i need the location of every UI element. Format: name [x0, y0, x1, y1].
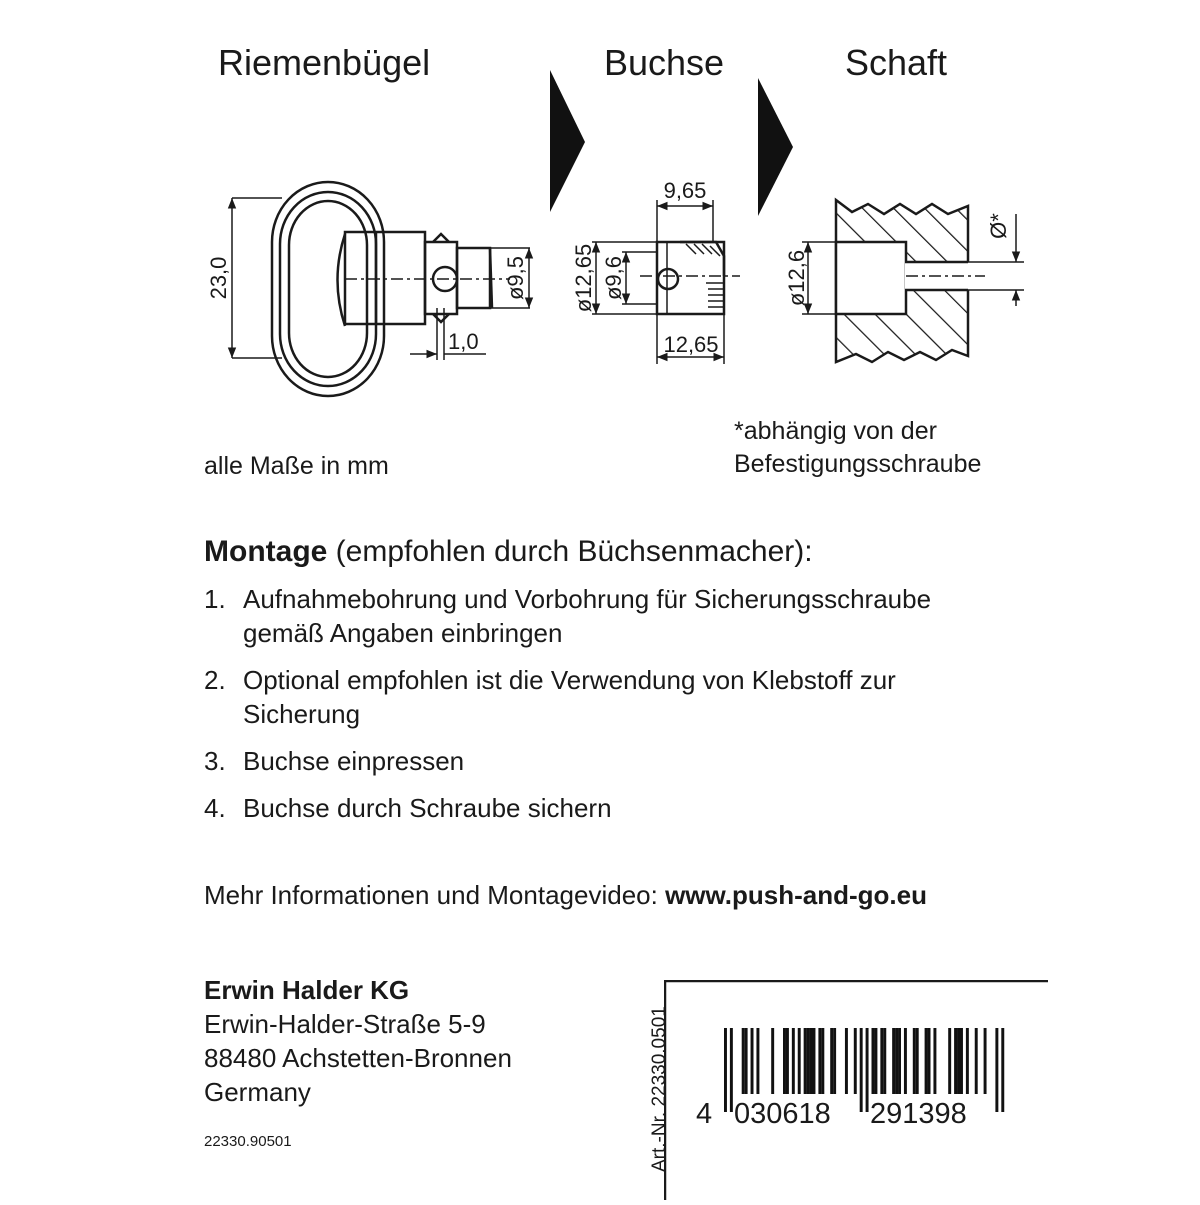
barcode-digits-left: 030618 — [734, 1098, 831, 1130]
barcode-bar — [792, 1028, 795, 1094]
barcode-bar — [830, 1028, 833, 1094]
barcode-bar — [966, 1028, 969, 1094]
barcode-bar — [995, 1028, 998, 1112]
document-number: 22330.90501 — [204, 1133, 292, 1150]
dim-buchse-outer-dia: ø12,65 — [571, 243, 596, 313]
barcode-bar — [898, 1028, 901, 1094]
title-schaft: Schaft — [845, 42, 948, 83]
barcode-bar — [925, 1028, 928, 1094]
barcode-bar — [804, 1028, 807, 1094]
dim-riemen-shaft-dia: ø9,5 — [503, 255, 528, 301]
list-item — [204, 582, 984, 650]
barcode-bar — [948, 1028, 951, 1094]
barcode-bar — [916, 1028, 919, 1094]
title-riemenbuegel: Riemenbügel — [218, 42, 431, 83]
step-number: 1. — [204, 584, 226, 614]
barcode-bar — [751, 1028, 754, 1094]
barcode-bar — [975, 1028, 978, 1094]
list-item — [204, 663, 984, 731]
barcode-bar — [833, 1028, 836, 1094]
footnote-line-2: Befestigungsschraube — [734, 450, 982, 478]
company-address — [204, 973, 512, 1109]
riemenbuegel-drawing — [232, 182, 530, 396]
barcode-bar — [872, 1028, 875, 1094]
barcode-bar — [821, 1028, 824, 1094]
barcode-bar — [960, 1028, 963, 1094]
company-city: 88480 Achstetten-Bronnen — [204, 1043, 512, 1073]
barcode-bar — [883, 1028, 886, 1094]
barcode-bar — [807, 1028, 810, 1094]
dim-schaft-bore-dia: ø12,6 — [784, 249, 809, 307]
info-url[interactable]: www.push-and-go.eu — [665, 880, 927, 910]
barcode-bar — [724, 1028, 727, 1112]
barcode-digits-right: 291398 — [870, 1098, 967, 1130]
barcode-bar — [783, 1028, 786, 1094]
barcode-bar — [928, 1028, 931, 1094]
step-number: 4. — [204, 793, 226, 823]
dim-buchse-inner-dia: ø9,6 — [601, 255, 626, 301]
dim-riemen-height: 23,0 — [206, 256, 231, 300]
barcode-bar — [810, 1028, 813, 1094]
barcode-digit-first: 4 — [696, 1098, 713, 1130]
technical-drawings — [0, 0, 1200, 420]
dim-schaft-screw-dia: Ø* — [986, 213, 1011, 239]
company-street: Erwin-Halder-Straße 5-9 — [204, 1009, 486, 1039]
barcode-bar — [984, 1028, 987, 1094]
barcode-bar — [786, 1028, 789, 1094]
barcode-bar — [798, 1028, 801, 1094]
barcode-bar — [813, 1028, 816, 1094]
units-note: alle Maße in mm — [204, 452, 389, 480]
barcode-bar — [756, 1028, 759, 1094]
step-text: Optional empfohlen ist die Verwendung von Klebstoff zur Sicherung — [243, 665, 896, 729]
barcode-bar — [954, 1028, 957, 1094]
process-arrow-icon — [758, 78, 793, 216]
barcode-bar — [854, 1028, 857, 1094]
barcode-bar — [892, 1028, 895, 1094]
barcode-bar — [880, 1028, 883, 1094]
barcode-bar — [874, 1028, 877, 1094]
barcode-bar — [1001, 1028, 1004, 1112]
dim-riemen-gap: 1,0 — [448, 329, 479, 354]
footnote — [734, 415, 981, 481]
barcode-bar — [860, 1028, 863, 1112]
barcode-bar — [866, 1028, 869, 1112]
barcode-bar — [957, 1028, 960, 1094]
barcode-bar — [845, 1028, 848, 1094]
barcode-bar — [745, 1028, 748, 1094]
footnote-line-1: *abhängig von der — [734, 417, 937, 445]
title-buchse: Buchse — [604, 42, 725, 83]
dim-buchse-width-bottom: 12,65 — [663, 332, 719, 357]
barcode-bar — [904, 1028, 907, 1094]
step-text: Buchse durch Schraube sichern — [243, 793, 612, 823]
process-arrow-icon — [550, 70, 585, 212]
barcode-bar — [730, 1028, 733, 1112]
montage-heading-bold: Montage — [204, 535, 328, 568]
list-item — [204, 744, 984, 778]
step-text: Aufnahmebohrung und Vorbohrung für Sicherungsschraube gemäß Angaben einbringen — [243, 584, 932, 648]
barcode — [664, 980, 1048, 1200]
step-text: Buchse einpressen — [243, 746, 465, 776]
montage-heading — [204, 535, 813, 569]
info-line — [204, 880, 927, 911]
barcode-bar — [742, 1028, 745, 1094]
info-prefix: Mehr Informationen und Montagevideo: — [204, 880, 666, 910]
barcode-bar — [913, 1028, 916, 1094]
dim-buchse-width-top: 9,65 — [663, 178, 707, 203]
barcode-graphic — [664, 980, 1048, 1200]
barcode-bar — [818, 1028, 821, 1094]
montage-subheading: (empfohlen durch Büchsenmacher): — [327, 535, 813, 568]
barcode-bar — [933, 1028, 936, 1094]
barcode-bar — [771, 1028, 774, 1094]
step-number: 3. — [204, 746, 226, 776]
montage-steps — [204, 582, 984, 838]
list-item — [204, 791, 984, 825]
step-number: 2. — [204, 665, 226, 695]
article-number: Art.-Nr. 22330.0501 — [649, 1006, 670, 1172]
company-name: Erwin Halder KG — [204, 975, 410, 1005]
company-country: Germany — [204, 1077, 311, 1107]
barcode-bar — [895, 1028, 898, 1094]
